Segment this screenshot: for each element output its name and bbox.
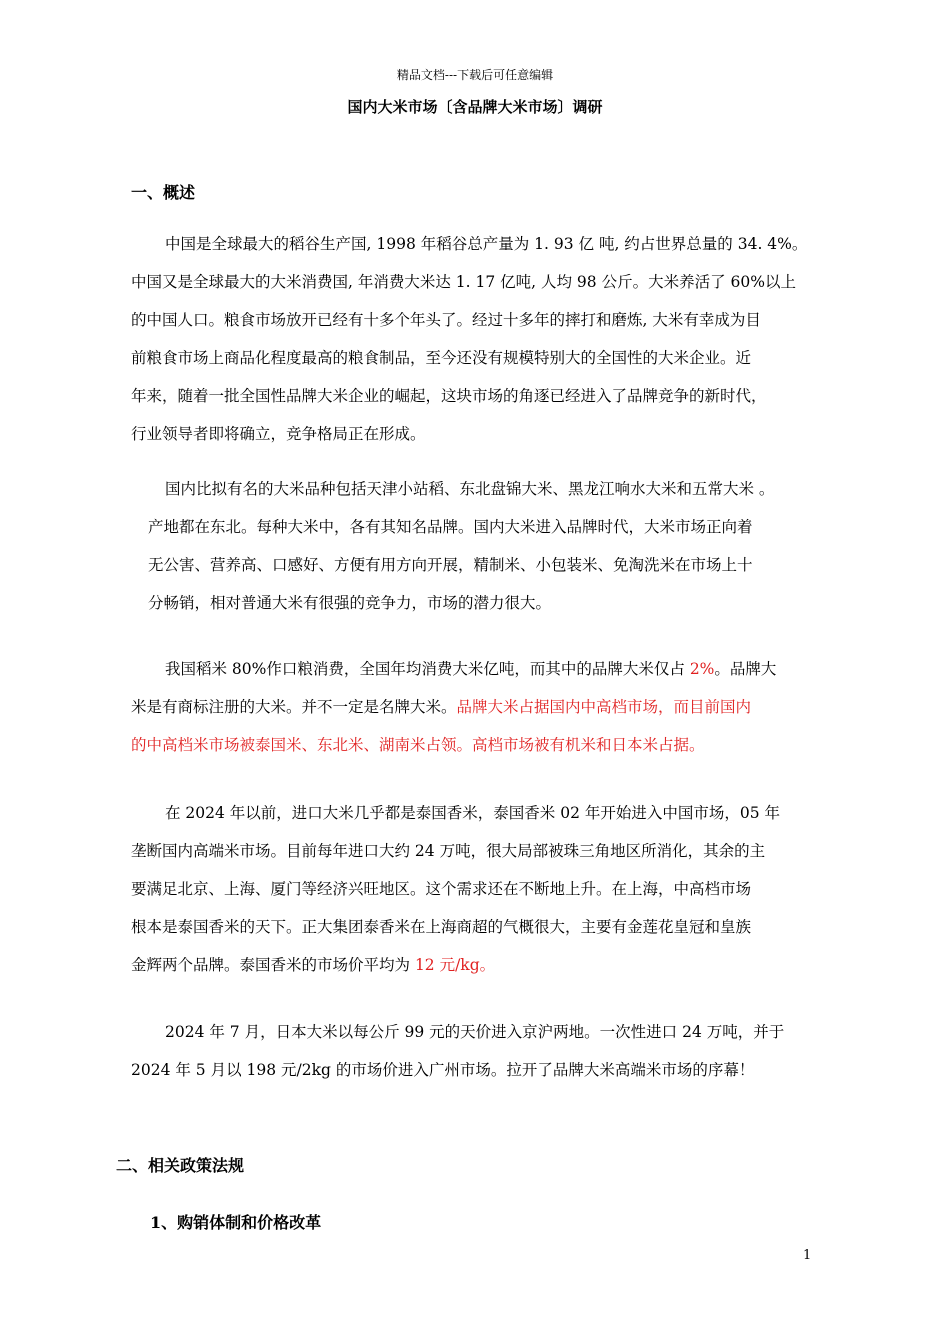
- paragraph-line: 行业领导者即将确立，竞争格局正在形成。: [131, 425, 426, 443]
- paragraph-line: 中国又是全球最大的大米消费国, 年消费大米达 1. 17 亿吨, 人均 98 公斤。大米养活了 60%以上: [131, 273, 796, 291]
- page-number: 1: [803, 1248, 812, 1263]
- paragraph-line: 根本是泰国香米的天下。正大集团泰香米在上海商超的气概很大，主要有金莲花皇冠和皇族: [131, 918, 752, 936]
- header-note: 精品文档---下载后可任意编辑: [396, 68, 554, 82]
- paragraph-line: 垄断国内高端米市场。目前每年进口大约 24 万吨，很大局部被珠三角地区所消化，其余的主: [131, 842, 766, 860]
- text-run: 我国稻米 80%作口粮消费，全国年均消费大米亿吨，而其中的品牌大米仅占: [165, 660, 690, 678]
- paragraph-line: 国内比拟有名的大米品种包括天津小站稻、东北盘锦大米、黑龙江响水大米和五常大米 。: [165, 480, 775, 498]
- paragraph-line: [165, 659, 776, 679]
- highlight-text: 12 元/kg。: [414, 956, 496, 974]
- highlight-line: 的中高档米市场被泰国米、东北米、湖南米占领。高档市场被有机米和日本米占据。: [131, 736, 705, 754]
- paragraph-line: 产地都在东北。每种大米中，各有其知名品牌。国内大米进入品牌时代，大米市场正向着: [148, 518, 753, 536]
- paragraph-line: 2024 年 5 月以 198 元/2kg 的市场价进入广州市场。拉开了品牌大米高端米市场的序幕！: [131, 1061, 755, 1079]
- highlight-text: 2%: [689, 660, 715, 678]
- subsection-heading-pricing: 1、购销体制和价格改革: [150, 1213, 322, 1232]
- paragraph-line: 前粮食市场上商品化程度最高的粮食制品，至今还没有规模特别大的全国性的大米企业。近: [131, 349, 752, 367]
- paragraph-line: 中国是全球最大的稻谷生产国, 1998 年稻谷总产量为 1. 93 亿 吨, 约占世界总量的 34. 4%。: [165, 235, 808, 253]
- paragraph-line: 在 2024 年以前，进口大米几乎都是泰国香米，泰国香米 02 年开始进入中国市场，05 年: [165, 804, 781, 822]
- paragraph-line: [131, 955, 495, 975]
- section-heading-policy: 二、相关政策法规: [116, 1156, 245, 1175]
- text-run: 。品牌大: [714, 660, 777, 678]
- paragraph-line: [131, 697, 751, 717]
- document-title: 国内大米市场〔含品牌大米市场〕调研: [347, 98, 603, 116]
- paragraph-line: 的中国人口。粮食市场放开已经有十多个年头了。经过十多年的摔打和磨炼, 大米有幸成为目: [131, 311, 761, 329]
- section-heading-overview: 一、概述: [131, 183, 196, 202]
- paragraph-line: 2024 年 7 月，日本大米以每公斤 99 元的天价进入京沪两地。一次性进口 24 万吨，并于: [165, 1023, 785, 1041]
- text-run: 金辉两个品牌。泰国香米的市场价平均为: [131, 956, 415, 974]
- paragraph-line: 分畅销，相对普通大米有很强的竞争力，市场的潜力很大。: [148, 594, 552, 612]
- paragraph-line: 要满足北京、上海、厦门等经济兴旺地区。这个需求还在不断地上升。在上海，中高档市场: [131, 880, 752, 898]
- paragraph-line: 无公害、营养高、口感好、方便有用方向开展，精制米、小包装米、免淘洗米在市场上十: [148, 556, 753, 574]
- highlight-text: 品牌大米占据国内中高档市场，而目前国内: [456, 698, 752, 716]
- paragraph-line: 年来，随着一批全国性品牌大米企业的崛起，这块市场的角逐已经进入了品牌竞争的新时代，: [131, 387, 767, 405]
- text-run: 米是有商标注册的大米。并不一定是名牌大米。: [131, 698, 457, 716]
